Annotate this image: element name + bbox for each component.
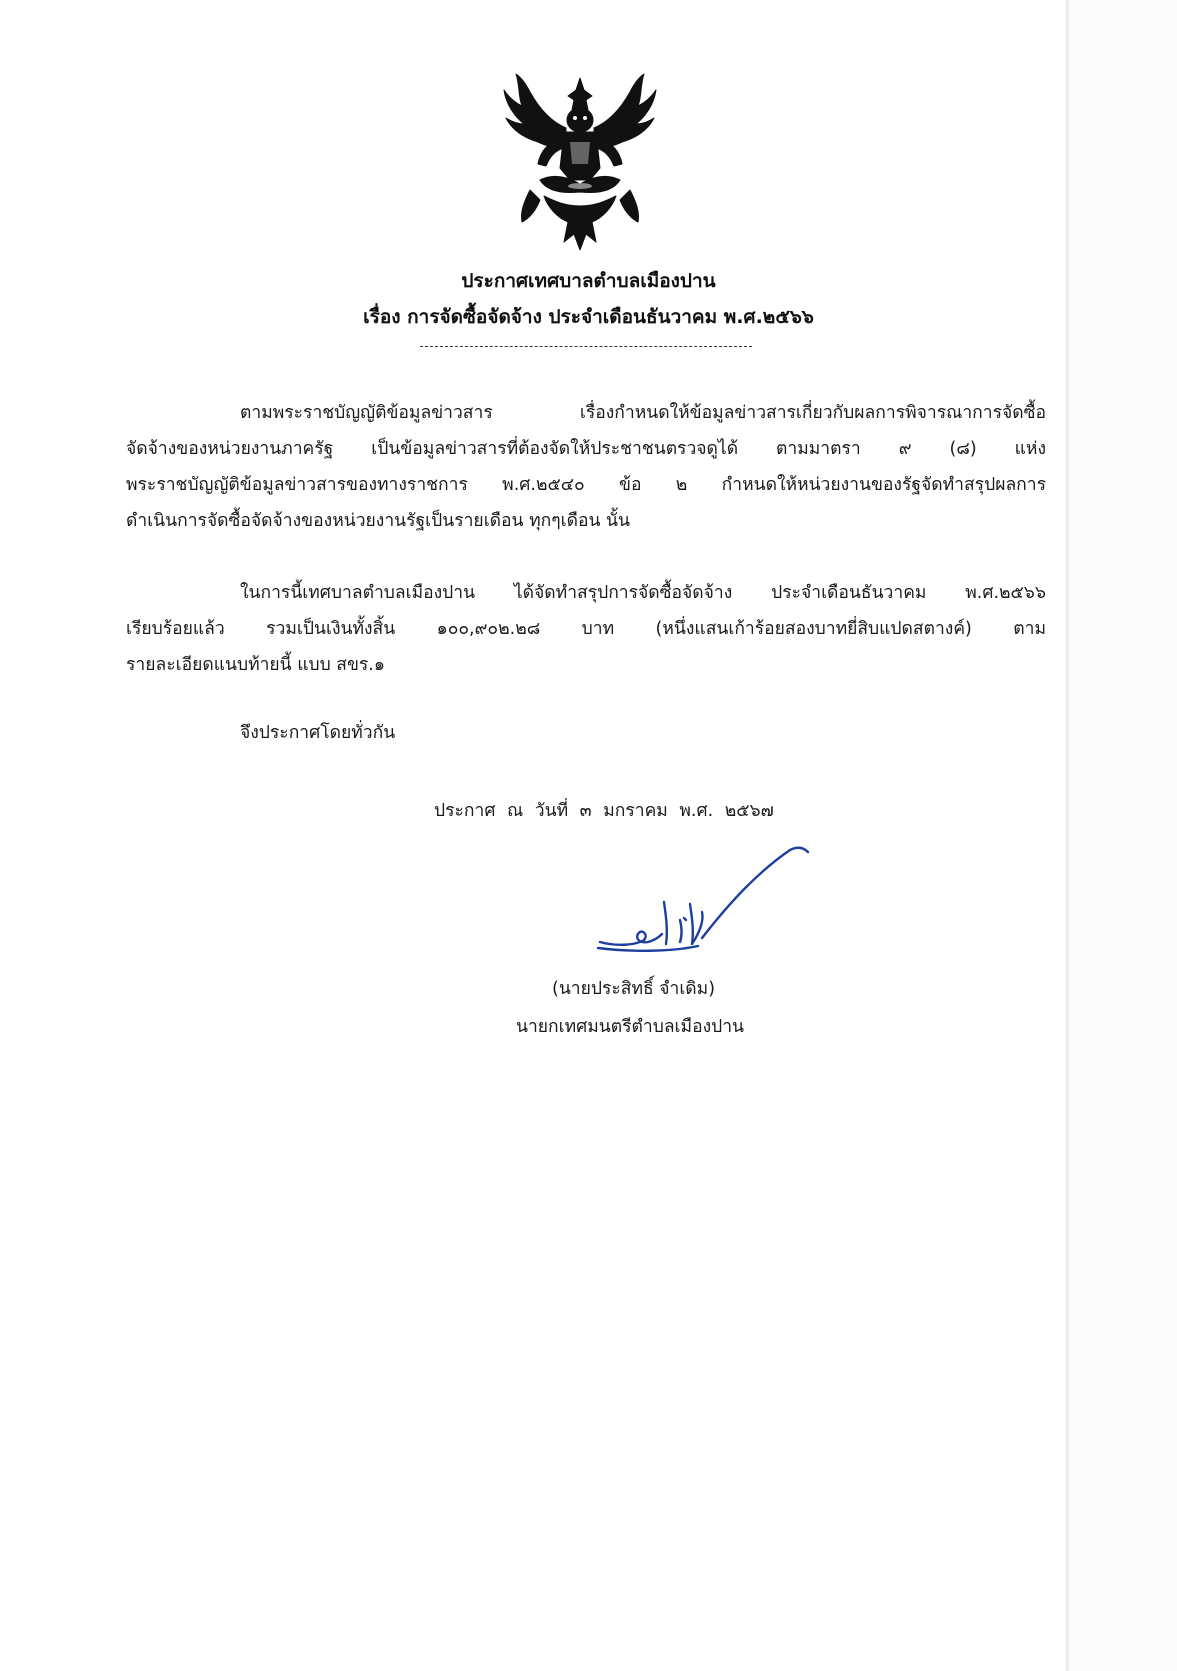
scan-edge-line [1066,0,1069,1671]
paragraph-line: ในการนี้เทศบาลตำบลเมืองปาน ได้จัดทำสรุปการจัดซื้อจัดจ้าง ประจำเดือนธันวาคม พ.ศ.๒๕๖๖ [240,583,1046,603]
heading-divider [420,346,752,347]
scan-margin [1069,0,1177,1671]
paragraph-line: ดำเนินการจัดซื้อจัดจ้างของหน่วยงานรัฐเป็นรายเดือน ทุกๆเดือน นั้น [126,511,630,531]
announcement-date: ประกาศ ณ วันที่ ๓ มกราคม พ.ศ. ๒๕๖๗ [434,801,774,821]
handwritten-signature-icon [590,842,820,962]
paragraph-line: เรียบร้อยแล้ว รวมเป็นเงินทั้งสิ้น ๑๐๐,๙๐๒.๒๘ บาท (หนึ่งแสนเก้าร้อยสองบาทยี่สิบแปดสตางค์) ตาม [126,619,1046,639]
signer-name: (นายประสิทธิ์ จำเดิม) [552,979,716,999]
paragraph-line: พระราชบัญญัติข้อมูลข่าวสารของทางราชการ พ.ศ.๒๕๔๐ ข้อ ๒ กำหนดให้หน่วยงานของรัฐจัดทำสรุปผลการ [126,475,1046,495]
paragraph-line: ตามพระราชบัญญัติข้อมูลข่าวสาร เรื่องกำหนดให้ข้อมูลข่าวสารเกี่ยวกับผลการพิจารณาการจัดซื้อ [240,403,1046,423]
garuda-emblem-icon [500,72,660,252]
paragraph-line: จัดจ้างของหน่วยงานภาครัฐ เป็นข้อมูลข่าวสารที่ต้องจัดให้ประชาชนตรวจดูได้ ตามมาตรา ๙ (๘) แห่ง [126,439,1046,459]
paragraph-line: จึงประกาศโดยทั่วกัน [240,723,396,743]
paragraph-line: รายละเอียดแนบท้ายนี้ แบบ สขร.๑ [126,655,385,675]
announcement-title: ประกาศเทศบาลตำบลเมืองปาน [461,270,716,292]
announcement-subject: เรื่อง การจัดซื้อจัดจ้าง ประจำเดือนธันวาคม พ.ศ.๒๕๖๖ [363,306,814,328]
signer-title: นายกเทศมนตรีตำบลเมืองปาน [516,1017,745,1037]
